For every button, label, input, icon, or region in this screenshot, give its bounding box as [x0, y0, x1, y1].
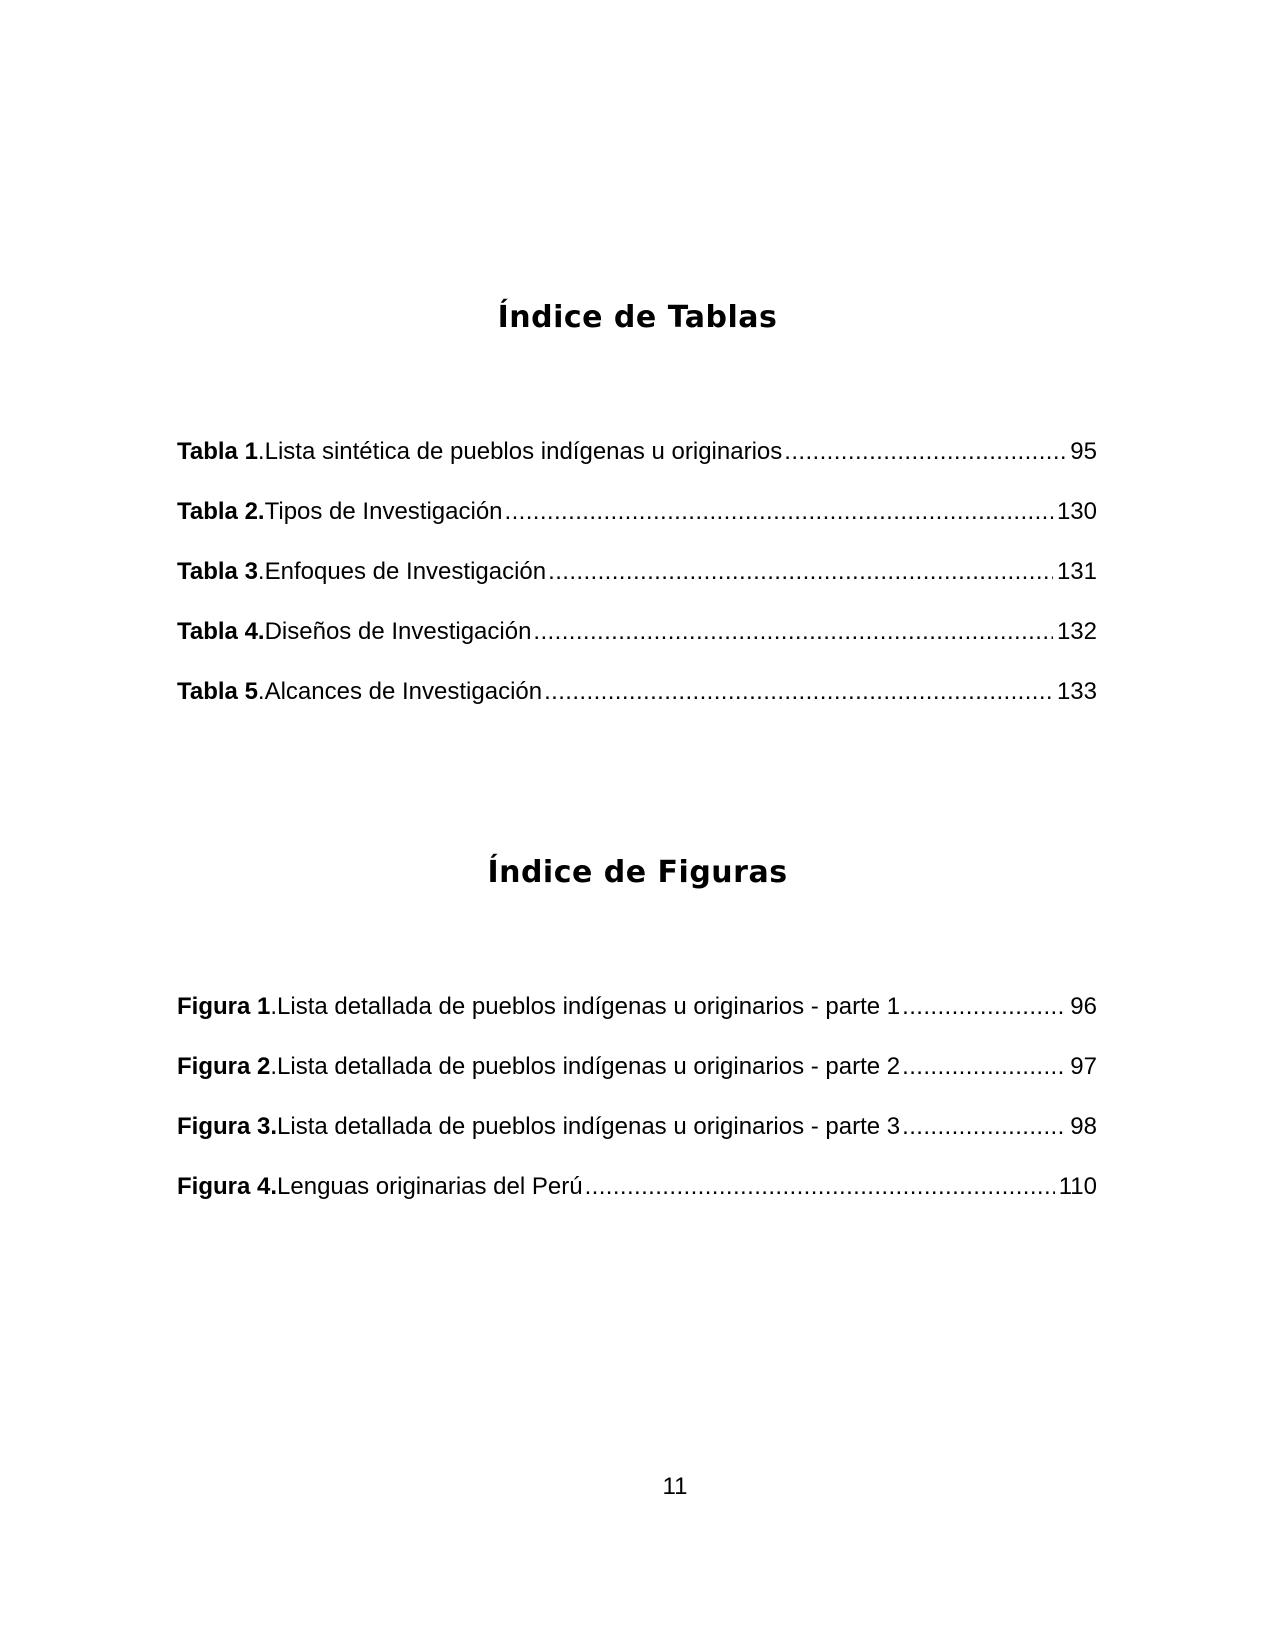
- entry-label: Figura 3.: [177, 1113, 278, 1140]
- entry-page-number: 130: [1056, 498, 1097, 525]
- dot-leader: [585, 1172, 1055, 1202]
- dot-leader: [505, 497, 1053, 527]
- entry-title: Diseños de Investigación: [264, 618, 532, 645]
- entry-label: Tabla 3: [177, 558, 258, 585]
- entry-separator: .: [257, 678, 265, 705]
- entry-label: Figura 2: [177, 1053, 271, 1080]
- entry-page-number: 95: [1070, 438, 1097, 465]
- entry-title: Lista detallada de pueblos indígenas u originarios - parte 2: [277, 1053, 901, 1080]
- entry-page-number: 98: [1070, 1113, 1097, 1140]
- entry-title: Lista detallada de pueblos indígenas u originarios - parte 3: [277, 1113, 901, 1140]
- toc-entry-figura-4[interactable]: [177, 1172, 1097, 1232]
- dot-leader: [902, 1112, 1066, 1142]
- entry-page-number: 96: [1070, 993, 1097, 1020]
- entry-label: Tabla 2.: [177, 498, 265, 525]
- entry-label: Figura 4.: [177, 1173, 278, 1200]
- entry-page-number: 97: [1070, 1053, 1097, 1080]
- dot-leader: [548, 557, 1053, 587]
- entry-separator: .: [257, 438, 265, 465]
- entry-separator: .: [270, 993, 278, 1020]
- entry-label: Tabla 4.: [177, 618, 265, 645]
- toc-entry-tabla-1[interactable]: [177, 437, 1097, 497]
- entry-label: Figura 1: [177, 993, 271, 1020]
- toc-entry-tabla-3[interactable]: [177, 557, 1097, 617]
- entry-title: Enfoques de Investigación: [264, 558, 547, 585]
- dot-leader: [533, 617, 1053, 647]
- toc-entry-figura-1[interactable]: [177, 992, 1097, 1052]
- tables-index-list: [177, 437, 1097, 737]
- dot-leader: [902, 992, 1066, 1022]
- figures-index-title: Índice de Figuras: [487, 855, 788, 890]
- entry-title: Lenguas originarias del Perú: [277, 1173, 583, 1200]
- toc-entry-figura-3[interactable]: [177, 1112, 1097, 1172]
- figures-index-list: [177, 992, 1097, 1232]
- dot-leader: [784, 437, 1066, 467]
- entry-label: Tabla 5: [177, 678, 258, 705]
- toc-entry-tabla-2[interactable]: [177, 497, 1097, 557]
- toc-entry-tabla-4[interactable]: [177, 617, 1097, 677]
- entry-page-number: 131: [1056, 558, 1097, 585]
- entry-label: Tabla 1: [177, 438, 258, 465]
- tables-index-title: Índice de Tablas: [497, 300, 778, 335]
- entry-separator: .: [270, 1053, 278, 1080]
- page-number: 11: [662, 1473, 688, 1500]
- entry-title: Lista detallada de pueblos indígenas u originarios - parte 1: [277, 993, 901, 1020]
- dot-leader: [544, 677, 1053, 707]
- entry-separator: .: [257, 558, 265, 585]
- entry-page-number: 133: [1056, 678, 1097, 705]
- toc-entry-tabla-5[interactable]: [177, 677, 1097, 737]
- toc-entry-figura-2[interactable]: [177, 1052, 1097, 1112]
- entry-title: Tipos de Investigación: [264, 498, 503, 525]
- entry-title: Alcances de Investigación: [264, 678, 543, 705]
- entry-page-number: 132: [1056, 618, 1097, 645]
- dot-leader: [902, 1052, 1066, 1082]
- entry-page-number: 110: [1058, 1173, 1097, 1200]
- entry-title: Lista sintética de pueblos indígenas u originarios: [264, 438, 783, 465]
